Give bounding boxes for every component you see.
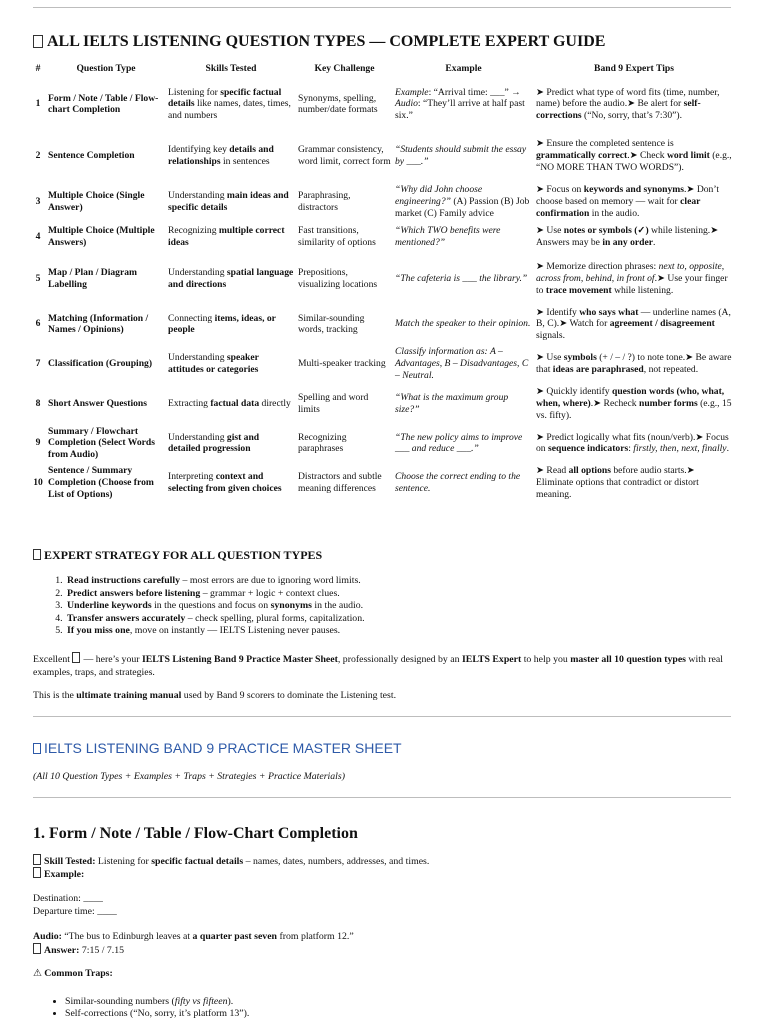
- list-item: 5. If you miss one, move on instantly — IELTS Listening never pauses.: [65, 625, 365, 638]
- intro-paragraph: Excellent — here’s your IELTS Listening Band 9 Practice Master Sheet, professionally designed by an IELTS Expert to help you master all 10 question types with real examples, traps, and strategies.: [33, 654, 723, 678]
- skills-cell: Connecting items, ideas, or people: [168, 312, 276, 336]
- skills-cell: Recognizing multiple correct ideas: [168, 225, 285, 249]
- challenge-cell: Grammar consistency, word limit, correct form: [298, 144, 391, 167]
- challenge-cell: Similar-sounding words, tracking: [298, 312, 365, 336]
- challenge-cell: Paraphrasing, distractors: [298, 189, 351, 213]
- emoji-box-icon: [33, 743, 41, 754]
- column-header: Example: [445, 63, 482, 74]
- tips-cell: ➤ Predict logically what fits (noun/verb).➤ Focus on sequence indicators: firstly, then, next, finally.: [536, 431, 729, 455]
- challenge-cell: Spelling and word limits: [298, 391, 369, 415]
- row-number: 4: [35, 231, 41, 243]
- tips-cell: ➤ Identify who says what — underline names (A, B, C).➤ Watch for agreement / disagreement signals.: [536, 306, 731, 342]
- page-title: ALL IELTS LISTENING QUESTION TYPES — COMPLETE EXPERT GUIDE: [33, 32, 605, 52]
- row-number: 3: [35, 195, 41, 207]
- answer-line: Answer: 7:15 / 7.15: [33, 943, 124, 957]
- master-sheet-subtitle: (All 10 Question Types + Examples + Traps + Strategies + Practice Materials): [33, 771, 345, 782]
- table-row: [30, 424, 734, 464]
- departure-line: Departure time: ____: [33, 906, 117, 917]
- emoji-box-icon: [72, 652, 80, 663]
- row-number: 1: [35, 98, 41, 110]
- table-row: [30, 79, 734, 130]
- row-number: 10: [33, 477, 43, 489]
- row-number: 7: [35, 358, 41, 370]
- skill-tested-line: Skill Tested: Listening for specific factual details – names, dates, numbers, addresses, and times.: [33, 854, 429, 868]
- emoji-box-icon: [33, 854, 41, 865]
- example-cell: Choose the correct ending to the sentence.: [395, 471, 521, 495]
- strategy-heading: EXPERT STRATEGY FOR ALL QUESTION TYPES: [33, 548, 322, 563]
- example-cell: “What is the maximum group size?”: [395, 391, 509, 415]
- question-type: Classification (Grouping): [48, 358, 153, 370]
- list-item: • Similar-sounding numbers (fifty vs fifteen).: [65, 996, 249, 1008]
- tips-cell: ➤ Use symbols (+ / – / ?) to note tone.➤ Be aware that ideas are paraphrased, not repeated.: [536, 352, 732, 376]
- question-type: Matching (Information / Names / Opinions): [48, 312, 149, 336]
- divider: [33, 716, 731, 717]
- skills-cell: Understanding main ideas and specific details: [168, 189, 289, 213]
- question-type: Sentence Completion: [48, 149, 135, 161]
- column-header: Question Type: [76, 63, 136, 74]
- list-item: 3. Underline keywords in the questions and focus on synonyms in the audio.: [65, 600, 365, 613]
- tips-cell: ➤ Predict what type of word fits (time, number, name) before the audio.➤ Be alert for self-corrections (“No, sorry, that’s 7:30”).: [536, 86, 720, 122]
- list-item: 2. Predict answers before listening – grammar + logic + context clues.: [65, 588, 365, 601]
- table-header-row: [30, 62, 734, 79]
- question-type: Multiple Choice (Multiple Answers): [48, 225, 155, 249]
- table-row: [30, 305, 734, 345]
- list-item: 4. Transfer answers accurately – check spelling, plural forms, capitalization.: [65, 613, 365, 626]
- destination-line: Destination: ____: [33, 893, 103, 904]
- tips-cell: ➤ Memorize direction phrases: next to, opposite, across from, behind, in front of.➤ Use your finger to trace movement while listening.: [536, 260, 728, 296]
- question-type: Multiple Choice (Single Answer): [48, 189, 145, 213]
- example-cell: Match the speaker to their opinion.: [395, 318, 531, 330]
- manual-paragraph: This is the ultimate training manual used by Band 9 scorers to dominate the Listening test.: [33, 690, 397, 701]
- example-cell: “The new policy aims to improve ___ and reduce ___.”: [395, 431, 523, 455]
- column-header: Key Challenge: [314, 63, 375, 74]
- list-item: • Self-corrections (“No, sorry, it’s platform 13”).: [65, 1008, 249, 1020]
- skills-cell: Identifying key details and relationships in sentences: [168, 144, 274, 167]
- divider: [33, 797, 731, 798]
- skills-cell: Understanding spatial language and directions: [168, 266, 294, 290]
- table-row: [30, 222, 734, 253]
- tips-cell: ➤ Ensure the completed sentence is grammatically correct.➤ Check word limit (e.g., “NO MORE THAN TWO WORDS”).: [536, 138, 732, 173]
- question-types-table: [30, 62, 734, 503]
- row-number: 6: [35, 318, 41, 330]
- table-row: [30, 182, 734, 222]
- traps-list: [33, 996, 249, 1021]
- question-type: Sentence / Summary Completion (Choose from List of Options): [48, 465, 154, 501]
- tips-cell: ➤ Use notes or symbols (✓) while listening.➤ Answers may be in any order.: [536, 225, 719, 249]
- example-cell: “Which TWO benefits were mentioned?”: [395, 225, 501, 249]
- row-number: 2: [35, 149, 41, 161]
- table-row: [30, 463, 734, 503]
- warning-icon: ⚠: [33, 968, 42, 979]
- section-heading: 1. Form / Note / Table / Flow-Chart Completion: [33, 825, 358, 842]
- challenge-cell: Prepositions, visualizing locations: [298, 266, 378, 290]
- challenge-cell: Synonyms, spelling, number/date formats: [298, 92, 378, 116]
- challenge-cell: Fast transitions, similarity of options: [298, 225, 376, 249]
- tips-cell: ➤ Quickly identify question words (who, what, when, where).➤ Recheck number forms (e.g., 15 vs. fifty).: [536, 385, 732, 421]
- example-cell: “Students should submit the essay by ___.”: [395, 144, 527, 167]
- skills-cell: Interpreting context and selecting from given choices: [168, 471, 282, 495]
- list-item: 1. Read instructions carefully – most errors are due to ignoring word limits.: [65, 575, 365, 588]
- question-type: Short Answer Questions: [48, 397, 147, 409]
- common-traps-heading: ⚠ Common Traps:: [33, 968, 113, 979]
- audio-line: Audio: “The bus to Edinburgh leaves at a quarter past seven from platform 12.”: [33, 931, 354, 942]
- skills-cell: Understanding speaker attitudes or categories: [168, 352, 259, 376]
- example-cell: Classify information as: A – Advantages, B – Disadvantages, C – Neutral.: [395, 346, 529, 382]
- challenge-cell: Distractors and subtle meaning differences: [298, 471, 382, 495]
- row-number: 8: [35, 397, 41, 409]
- tips-cell: ➤ Focus on keywords and synonyms.➤ Don’t choose based on memory — wait for clear confirmation in the audio.: [536, 183, 720, 219]
- row-number: 5: [35, 272, 41, 284]
- emoji-box-icon: [33, 943, 41, 954]
- table-row: [30, 130, 734, 182]
- emoji-box-icon: [33, 867, 41, 878]
- table-row: [30, 384, 734, 424]
- master-sheet-heading: IELTS LISTENING BAND 9 PRACTICE MASTER SHEET: [33, 740, 402, 758]
- question-type: Map / Plan / Diagram Labelling: [48, 266, 138, 290]
- column-header: Skills Tested: [205, 63, 257, 74]
- table-row: [30, 344, 734, 384]
- table-row: [30, 253, 734, 305]
- example-cell: “The cafeteria is ___ the library.”: [395, 272, 528, 284]
- example-cell: “Why did John choose engineering?” (A) Passion (B) Job market (C) Family advice: [395, 183, 530, 219]
- top-divider: [33, 7, 731, 8]
- row-number: 9: [35, 437, 41, 449]
- column-header: #: [35, 63, 41, 74]
- skills-cell: Understanding gist and detailed progression: [168, 431, 260, 455]
- question-type: Form / Note / Table / Flow-chart Completion: [48, 92, 159, 116]
- challenge-cell: Recognizing paraphrases: [298, 431, 347, 455]
- challenge-cell: Multi-speaker tracking: [298, 358, 386, 370]
- skills-cell: Listening for specific factual details like names, dates, times, and numbers: [168, 86, 291, 122]
- strategy-list: [33, 575, 365, 638]
- question-type: Summary / Flowchart Completion (Select Words from Audio): [48, 425, 155, 461]
- column-header: Band 9 Expert Tips: [594, 63, 674, 74]
- emoji-box-icon: [33, 549, 41, 560]
- emoji-box-icon: [33, 35, 43, 48]
- tips-cell: ➤ Read all options before audio starts.➤ Eliminate options that contradict or distort meaning.: [536, 465, 699, 501]
- example-label-line: Example:: [33, 867, 84, 881]
- skills-cell: Extracting factual data directly: [168, 397, 291, 409]
- example-cell: Example: “Arrival time: ___” → Audio: “They’ll arrive at half past six.”: [395, 86, 525, 122]
